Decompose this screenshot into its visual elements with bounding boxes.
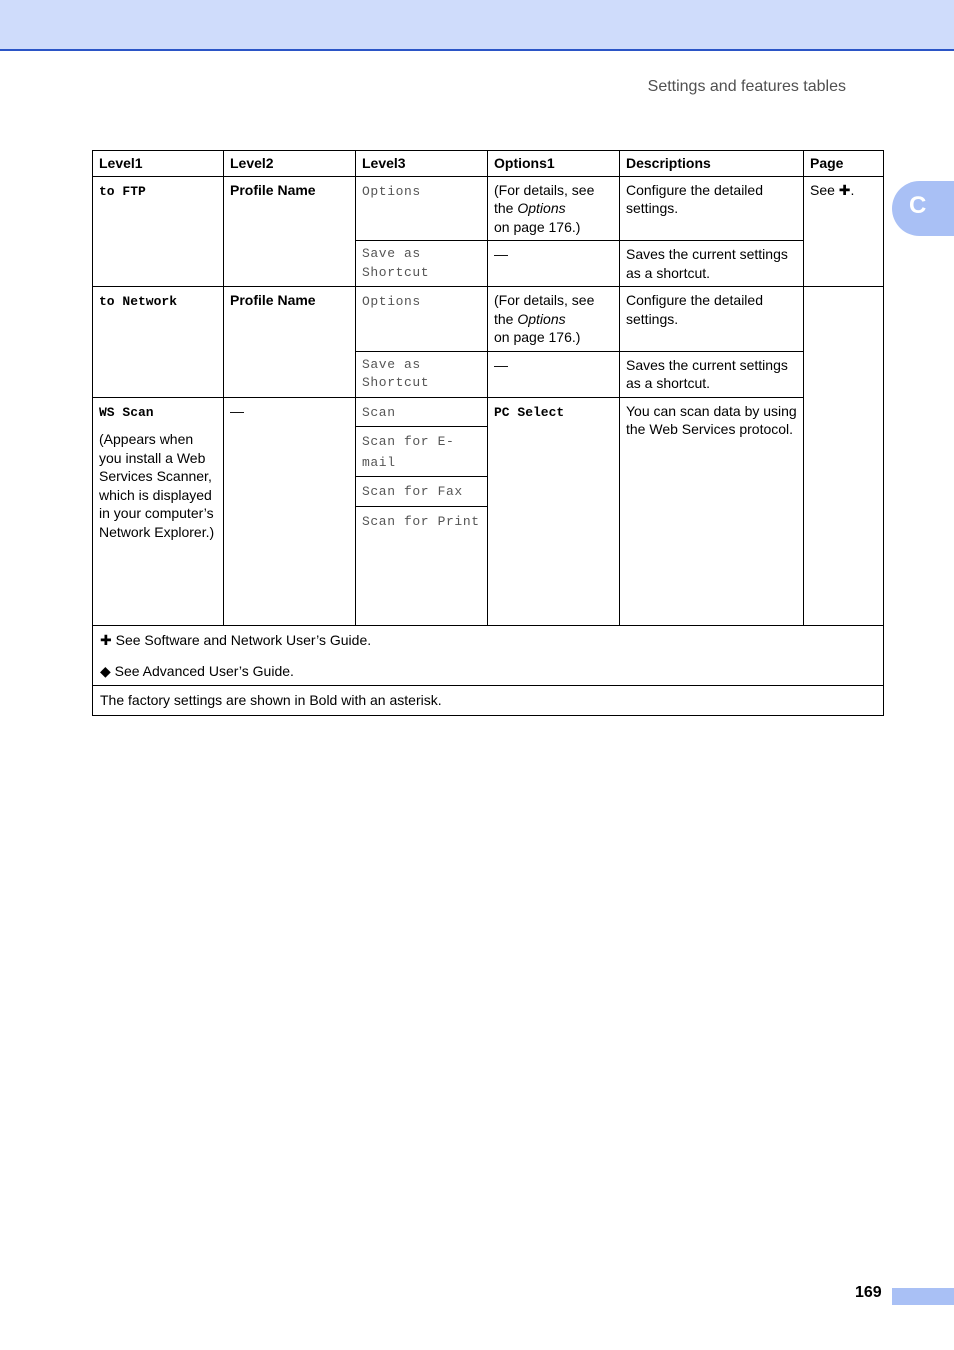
header-level1: Level1 [93, 151, 224, 177]
page-number: 169 [855, 1284, 882, 1301]
network-options-desc-cell [620, 287, 804, 352]
ftp-options-options1-post: on page 176.) [494, 218, 581, 235]
ftp-level2-cell [224, 176, 356, 287]
network-shortcut-level3-cell [356, 351, 488, 397]
ws-level3-email-cell [356, 427, 488, 477]
ftp-level1: to FTP [99, 183, 146, 199]
footnote-software-guide: ✚ See Software and Network User’s Guide. [100, 632, 372, 648]
lower-page-cell [804, 287, 884, 626]
ftp-shortcut-desc-cell [620, 241, 804, 287]
header-level2: Level2 [224, 151, 356, 177]
network-shortcut-level3-a: Save as [362, 356, 421, 372]
network-level1-cell [93, 287, 224, 398]
footnote-cell [93, 626, 884, 686]
network-options-level3: Options [362, 294, 421, 309]
network-shortcut-desc: Saves the current settings as a shortcut. [626, 356, 788, 391]
ws-level1-cell [93, 397, 224, 626]
ftp-options-options1-cell [488, 176, 620, 241]
network-options-options1-cell [488, 287, 620, 352]
footnote-row [93, 626, 884, 686]
ftp-options-desc: Configure the detailed settings. [626, 181, 763, 216]
ws-level3-fax-cell [356, 477, 488, 507]
network-shortcut-options1-cell [488, 351, 620, 397]
chapter-tab [892, 181, 954, 236]
network-level1: to Network [99, 294, 178, 309]
network-shortcut-options1: — [494, 356, 508, 373]
ws-level3-email: Scan for E-mail [362, 434, 455, 470]
ftp-shortcut-desc: Saves the current settings as a shortcut. [626, 246, 788, 281]
network-options-options1-em: Options [517, 310, 566, 327]
ws-level3-scan: Scan [362, 404, 396, 420]
table-row [93, 176, 884, 241]
ws-options1-cell [488, 397, 620, 626]
ftp-shortcut-level3-a: Save as [362, 246, 421, 261]
ws-level2-cell [224, 397, 356, 626]
ftp-options-options1-em: Options [517, 200, 566, 216]
ws-level3-print: Scan for Print [362, 513, 480, 529]
ws-level3-scan-cell [356, 397, 488, 427]
header-descriptions: Descriptions [620, 151, 804, 177]
table-header-row [93, 151, 884, 177]
ftp-options-options1-pre: (For details, see the [494, 181, 595, 216]
ftp-options-level3: Options [362, 183, 421, 199]
ftp-level2: Profile Name [230, 181, 316, 198]
ws-level1-note: (Appears when you install a Web Services Scanner, which is displayed in your computer’s Network Explorer.) [99, 431, 215, 540]
network-options-level3-cell [356, 287, 488, 352]
settings-table [92, 150, 884, 716]
ftp-level1-cell [93, 176, 224, 287]
ftp-options-level3-cell [356, 176, 488, 241]
ftp-shortcut-level3-b: Shortcut [362, 264, 430, 280]
ws-level3-fax: Scan for Fax [362, 484, 463, 499]
factory-note-row [93, 686, 884, 716]
network-options-options1-pre: (For details, see the [494, 292, 595, 327]
network-options-desc: Configure the detailed settings. [626, 292, 763, 327]
network-level2-cell [224, 287, 356, 398]
table-row [93, 397, 884, 427]
ws-level1: WS Scan [99, 404, 154, 420]
footnote-advanced-guide: ◆ See Advanced User’s Guide. [100, 662, 294, 679]
ws-level3-empty-cell [356, 535, 488, 626]
ftp-shortcut-level3-cell [356, 241, 488, 287]
ftp-page: See ✚. [810, 181, 855, 198]
ftp-page-cell [804, 176, 884, 287]
header-level3: Level3 [356, 151, 488, 177]
ws-desc: You can scan data by using the Web Services protocol. [626, 402, 797, 437]
page-number-band [892, 1288, 954, 1305]
header-band [0, 0, 954, 51]
factory-note-cell [93, 686, 884, 716]
table-row [93, 287, 884, 352]
header-options1: Options1 [488, 151, 620, 177]
header-page: Page [804, 151, 884, 177]
ftp-shortcut-options1-cell [488, 241, 620, 287]
network-level2: Profile Name [230, 292, 316, 308]
ws-options1: PC Select [494, 404, 565, 420]
ftp-options-desc-cell [620, 176, 804, 241]
chapter-tab-label: C [909, 192, 927, 219]
network-shortcut-desc-cell [620, 351, 804, 397]
network-options-options1-post: on page 176.) [494, 329, 581, 345]
network-shortcut-level3-b: Shortcut [362, 375, 430, 390]
page-header-title: Settings and features tables [647, 78, 846, 95]
ftp-shortcut-options1: — [494, 246, 508, 262]
ws-level2: — [230, 402, 244, 419]
ws-desc-cell [620, 397, 804, 626]
ws-level3-print-cell [356, 506, 488, 535]
factory-note: The factory settings are shown in Bold with an asterisk. [100, 692, 442, 708]
